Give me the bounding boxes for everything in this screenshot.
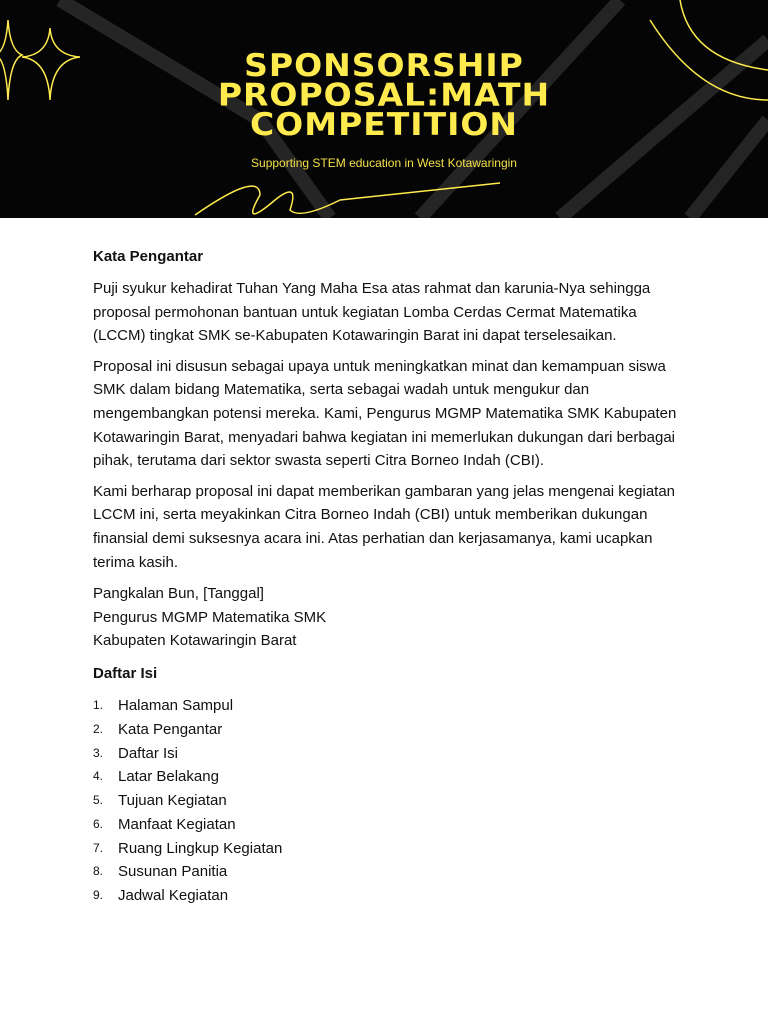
foreword-heading: Kata Pengantar <box>93 248 204 265</box>
toc-number: 2. <box>93 721 104 736</box>
paragraph: Proposal ini disusun sebagai upaya untuk meningkatkan minat dan kemampuan siswa SMK dalam bidang Matematika, serta sebagai wadah untuk mengukur dan mengembangkan potensi mereka. Kami, Pengurus MGMP Matematika SMK Kabupaten Kotawaringin Barat, menyadari bahwa kegiatan ini memerlukan dukungan dari berbagai pihak, terutama dari sektor swasta seperti Citra Borneo Indah (CBI). <box>93 357 677 470</box>
toc-label: Halaman Sampul <box>118 696 234 714</box>
paragraph: Puji syukur kehadirat Tuhan Yang Maha Esa atas rahmat dan karunia-Nya sehingga proposal permohonan bantuan untuk kegiatan Lomba Cerdas Cermat Matematika (LCCM) tingkat SMK se-Kabupaten Kotawaringin Barat ini dapat terselesaikan. <box>93 280 651 345</box>
toc-label: Daftar Isi <box>118 744 179 762</box>
signature-block: Pangkalan Bun, [Tanggal] Pengurus MGMP Matematika SMK Kabupaten Kotawaringin Barat <box>93 585 327 650</box>
paragraph: Kami berharap proposal ini dapat memberikan gambaran yang jelas mengenai kegiatan LCCM ini, serta meyakinkan Citra Borneo Indah (CBI) untuk memberikan dukungan finansial demi suksesnya acara ini. Atas perhatian dan kerjasamanya, kami ucapkan terima kasih. <box>93 482 676 571</box>
toc-item <box>93 860 683 884</box>
toc-number: 3. <box>93 745 104 760</box>
toc-number: 1. <box>93 697 104 712</box>
toc-item <box>93 742 683 766</box>
toc-label: Jadwal Kegiatan <box>118 887 229 905</box>
toc-label: Tujuan Kegiatan <box>118 792 227 810</box>
toc-number: 9. <box>93 888 104 903</box>
toc-number: 5. <box>93 793 104 808</box>
header-banner <box>0 0 768 218</box>
toc-number: 7. <box>93 840 104 855</box>
toc-heading: Daftar Isi <box>93 664 158 682</box>
toc-label: Kata Pengantar <box>118 720 223 738</box>
toc-item <box>93 694 683 718</box>
banner-title: SPONSORSHIP PROPOSAL:MATH COMPETITION <box>217 46 551 143</box>
toc-label: Latar Belakang <box>118 768 219 786</box>
toc-list <box>93 694 683 908</box>
toc-label: Manfaat Kegiatan <box>118 815 236 833</box>
banner-subtitle: Supporting STEM education in West Kotawaringin <box>251 156 517 170</box>
toc-number: 4. <box>93 769 104 784</box>
toc-item <box>93 789 683 813</box>
toc-number: 6. <box>93 816 104 831</box>
toc-item <box>93 765 683 789</box>
toc-label: Susunan Panitia <box>118 863 228 881</box>
toc-item <box>93 884 683 908</box>
document-body <box>93 246 683 908</box>
toc-number: 8. <box>93 864 104 879</box>
toc-label: Ruang Lingkup Kegiatan <box>118 839 283 857</box>
toc-item <box>93 718 683 742</box>
toc-item <box>93 813 683 837</box>
toc-item <box>93 837 683 861</box>
